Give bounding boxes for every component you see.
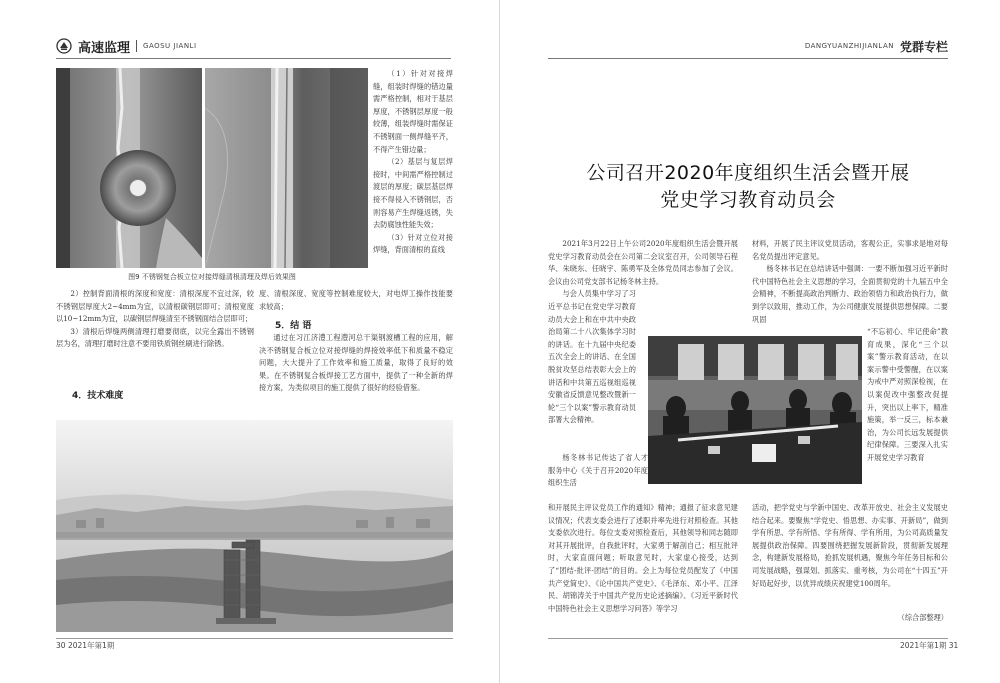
paragraph: 3）清根后焊缝两侧清理打磨要彻底，以完全露出不锈钢层为名，清理打磨时注意不要用铁质钢丝刷进行除锈。	[56, 326, 254, 349]
paragraph: 和开展民主评议党员工作的通知》精神；通报了征求意见建议情况；代表支委会进行了述职并率先进行对照检查。其他支委依次进行。每位支委对照检查后，其他领导和同志随即对其开展批评，自我批评时，大家勇于解剖自己；相互批评时，大家直面问题；听取意见时，大家虚心接受，达到了“团结-批评-团结”的目的。会上为每位党员配发了《中国共产党简史》、《论中国共产党史》、《毛泽东、邓小平、江泽民、胡锦涛关于中国共产党历史论述摘编》、《习近平新时代中国特色社会主义思想学习问答》等学习	[548, 503, 738, 613]
issue-label: 2021年第1期	[67, 641, 115, 650]
paragraph: （1）针对对接焊缝，组装时焊缝的错边量需严格控制，相对于基层厚度，不锈钢层厚度一般较薄，组装焊缝时需保证不锈钢面一侧焊缝平齐，不得产生错边量；	[373, 69, 453, 154]
paragraph: “不忘初心、牢记使命”教育成果，深化“三个以案”警示教育活动，在以案示警中受警醒，在以案为戒中严对照深检视，在以案促改中强整改促提升，突出以上率下，精准施策，举一反三，标本兼治，为公司长远发展提供纪律保障。三要深入扎实开展党史学习教育	[867, 327, 948, 462]
signature: （综合部整理）	[897, 613, 948, 622]
paragraph: 与会人员集中学习了习近平总书记在党史学习教育动员大会上和在中共中央政治局第二十八次集体学习时的讲话。在十九届中央纪委五次全会上的讲话、在全国脱贫攻坚总结表彰大会上的讲话和中共第五巡视组巡视安徽省反馈意见整改暨新一轮“三个以案”警示教育动员部署大会精神。	[548, 289, 636, 425]
difficulty-text	[259, 288, 453, 313]
header-divider	[136, 40, 137, 52]
article-column-2-bottom	[752, 502, 948, 590]
meeting-photo	[648, 336, 862, 484]
issue-label: 2021年第1期	[900, 641, 947, 650]
conclusion-text	[259, 332, 453, 395]
heading-conclusion: 5．结 语	[275, 321, 312, 331]
paragraph: 杨冬林书记传达了省人才服务中心《关于召开2020年度组织生活	[548, 453, 648, 488]
article-signature	[870, 612, 948, 625]
article-title-line: 党史学习教育动员会	[660, 189, 836, 211]
header-rule-right	[548, 58, 948, 59]
paragraph: （2）基层与复层焊接时，中间需严格控制过渡层的厚度；碳层基层焊接不得侵入不锈钢层，否则容易产生焊缝返锈，失去防腐蚀性能失效；	[373, 157, 453, 230]
paragraph: 2）控制背面清根的深度和宽度：清根深度不宜过深，较不锈钢层厚度大2~4mm为宜，以清根碳钢层即可；清根宽度以10~12mm为宜，以碳钢层焊缝清至不锈钢面结合层即可；	[56, 289, 254, 324]
figure-caption: 图9 不锈钢复合板立位对接焊缝清根清理及焊后效果图	[128, 273, 296, 281]
column-title: 党群专栏	[899, 39, 948, 54]
section-subtitle: GAOSU JIANLI	[143, 42, 197, 50]
article-column-1-wrap	[548, 452, 648, 490]
paragraph: 活动，把学党史与学新中国史、改革开放史、社会主义发展史结合起来。要聚焦“学党史、悟思想、办实事、开新局”，做到学有所思、学有所悟、学有所得、学有所用，为公司高质量发展提供政治保障。四要围绕把握发展新阶段，贯彻新发展理念，构建新发展格局，抢抓发展机遇，聚焦今年任务目标和公司发展战略，强谋划、抓落实、重考核，为公司在“十四五”开好局起好步，以优异成绩庆祝建党100周年。	[752, 503, 948, 588]
article-title	[548, 160, 948, 214]
cleaning-steps-text	[56, 288, 254, 351]
article-column-2-wrap	[867, 326, 948, 465]
article-title-line: 公司召开2020年度组织生活会暨开展	[586, 162, 910, 184]
page-number: 31	[948, 641, 959, 650]
page-number-left	[56, 640, 114, 651]
logo-icon	[56, 38, 72, 54]
right-header	[805, 36, 948, 56]
heading-technical-difficulty: 4．技术难度	[72, 391, 124, 401]
paragraph: （3）针对立位对接焊缝，背面清根的直线	[373, 232, 453, 255]
aqueduct-construction-photo	[56, 420, 453, 632]
weld-requirements-text	[373, 68, 453, 257]
weld-grinding-photo	[56, 68, 202, 268]
article-column-2-top	[752, 238, 948, 326]
paragraph: 2021年3月22日上午公司2020年度组织生活会暨开展党史学习教育动员会在公司第二会议室召开，公司领导石程华、朱晓东、任晓宇、陈勇军及全体党员同志参加了会议。会议由公司党支部书记杨冬林主持。	[548, 239, 738, 286]
article-column-1-bottom	[548, 502, 738, 615]
page-number-right	[900, 640, 958, 651]
paragraph: 度、清根深度、宽度等控制难度较大，对电焊工操作技能要求较高；	[259, 289, 453, 311]
column-subtitle: DANGYUANZHIJIANLAN	[804, 42, 894, 50]
left-header	[56, 36, 197, 56]
header-rule	[56, 58, 451, 59]
paragraph: 材料，开展了民主评议党员活动，客观公正，实事求是地对每名党员提出评定意见。	[752, 239, 948, 261]
page-number: 30	[56, 641, 66, 650]
weld-result-photo	[205, 68, 368, 268]
footer-rule	[56, 638, 453, 639]
footer-rule-right	[548, 638, 948, 639]
section-title: 高速监理	[78, 40, 131, 56]
paragraph: 杨冬林书记在总结讲话中强调：一要不断加强习近平新时代中国特色社会主义思想的学习，全面贯彻党的十九届五中全会精神，不断提高政治判断力、政治领悟力和政治执行力，做到学以致用，推动工作，为公司健康发展提供思想保障。二要巩固	[752, 264, 948, 324]
paragraph: 通过在习江济澧工程澧河总干渠钢渡槽工程的应用，解决不锈钢复合板立位对接焊缝的焊接效率低下和质量不稳定问题，大大提升了工作效率和施工质量，取得了良好的效果。在不锈钢复合板焊接工艺方面中，提供了一种全新的焊接方案，为类似项目的施工提供了很好的经验借鉴。	[259, 333, 453, 393]
